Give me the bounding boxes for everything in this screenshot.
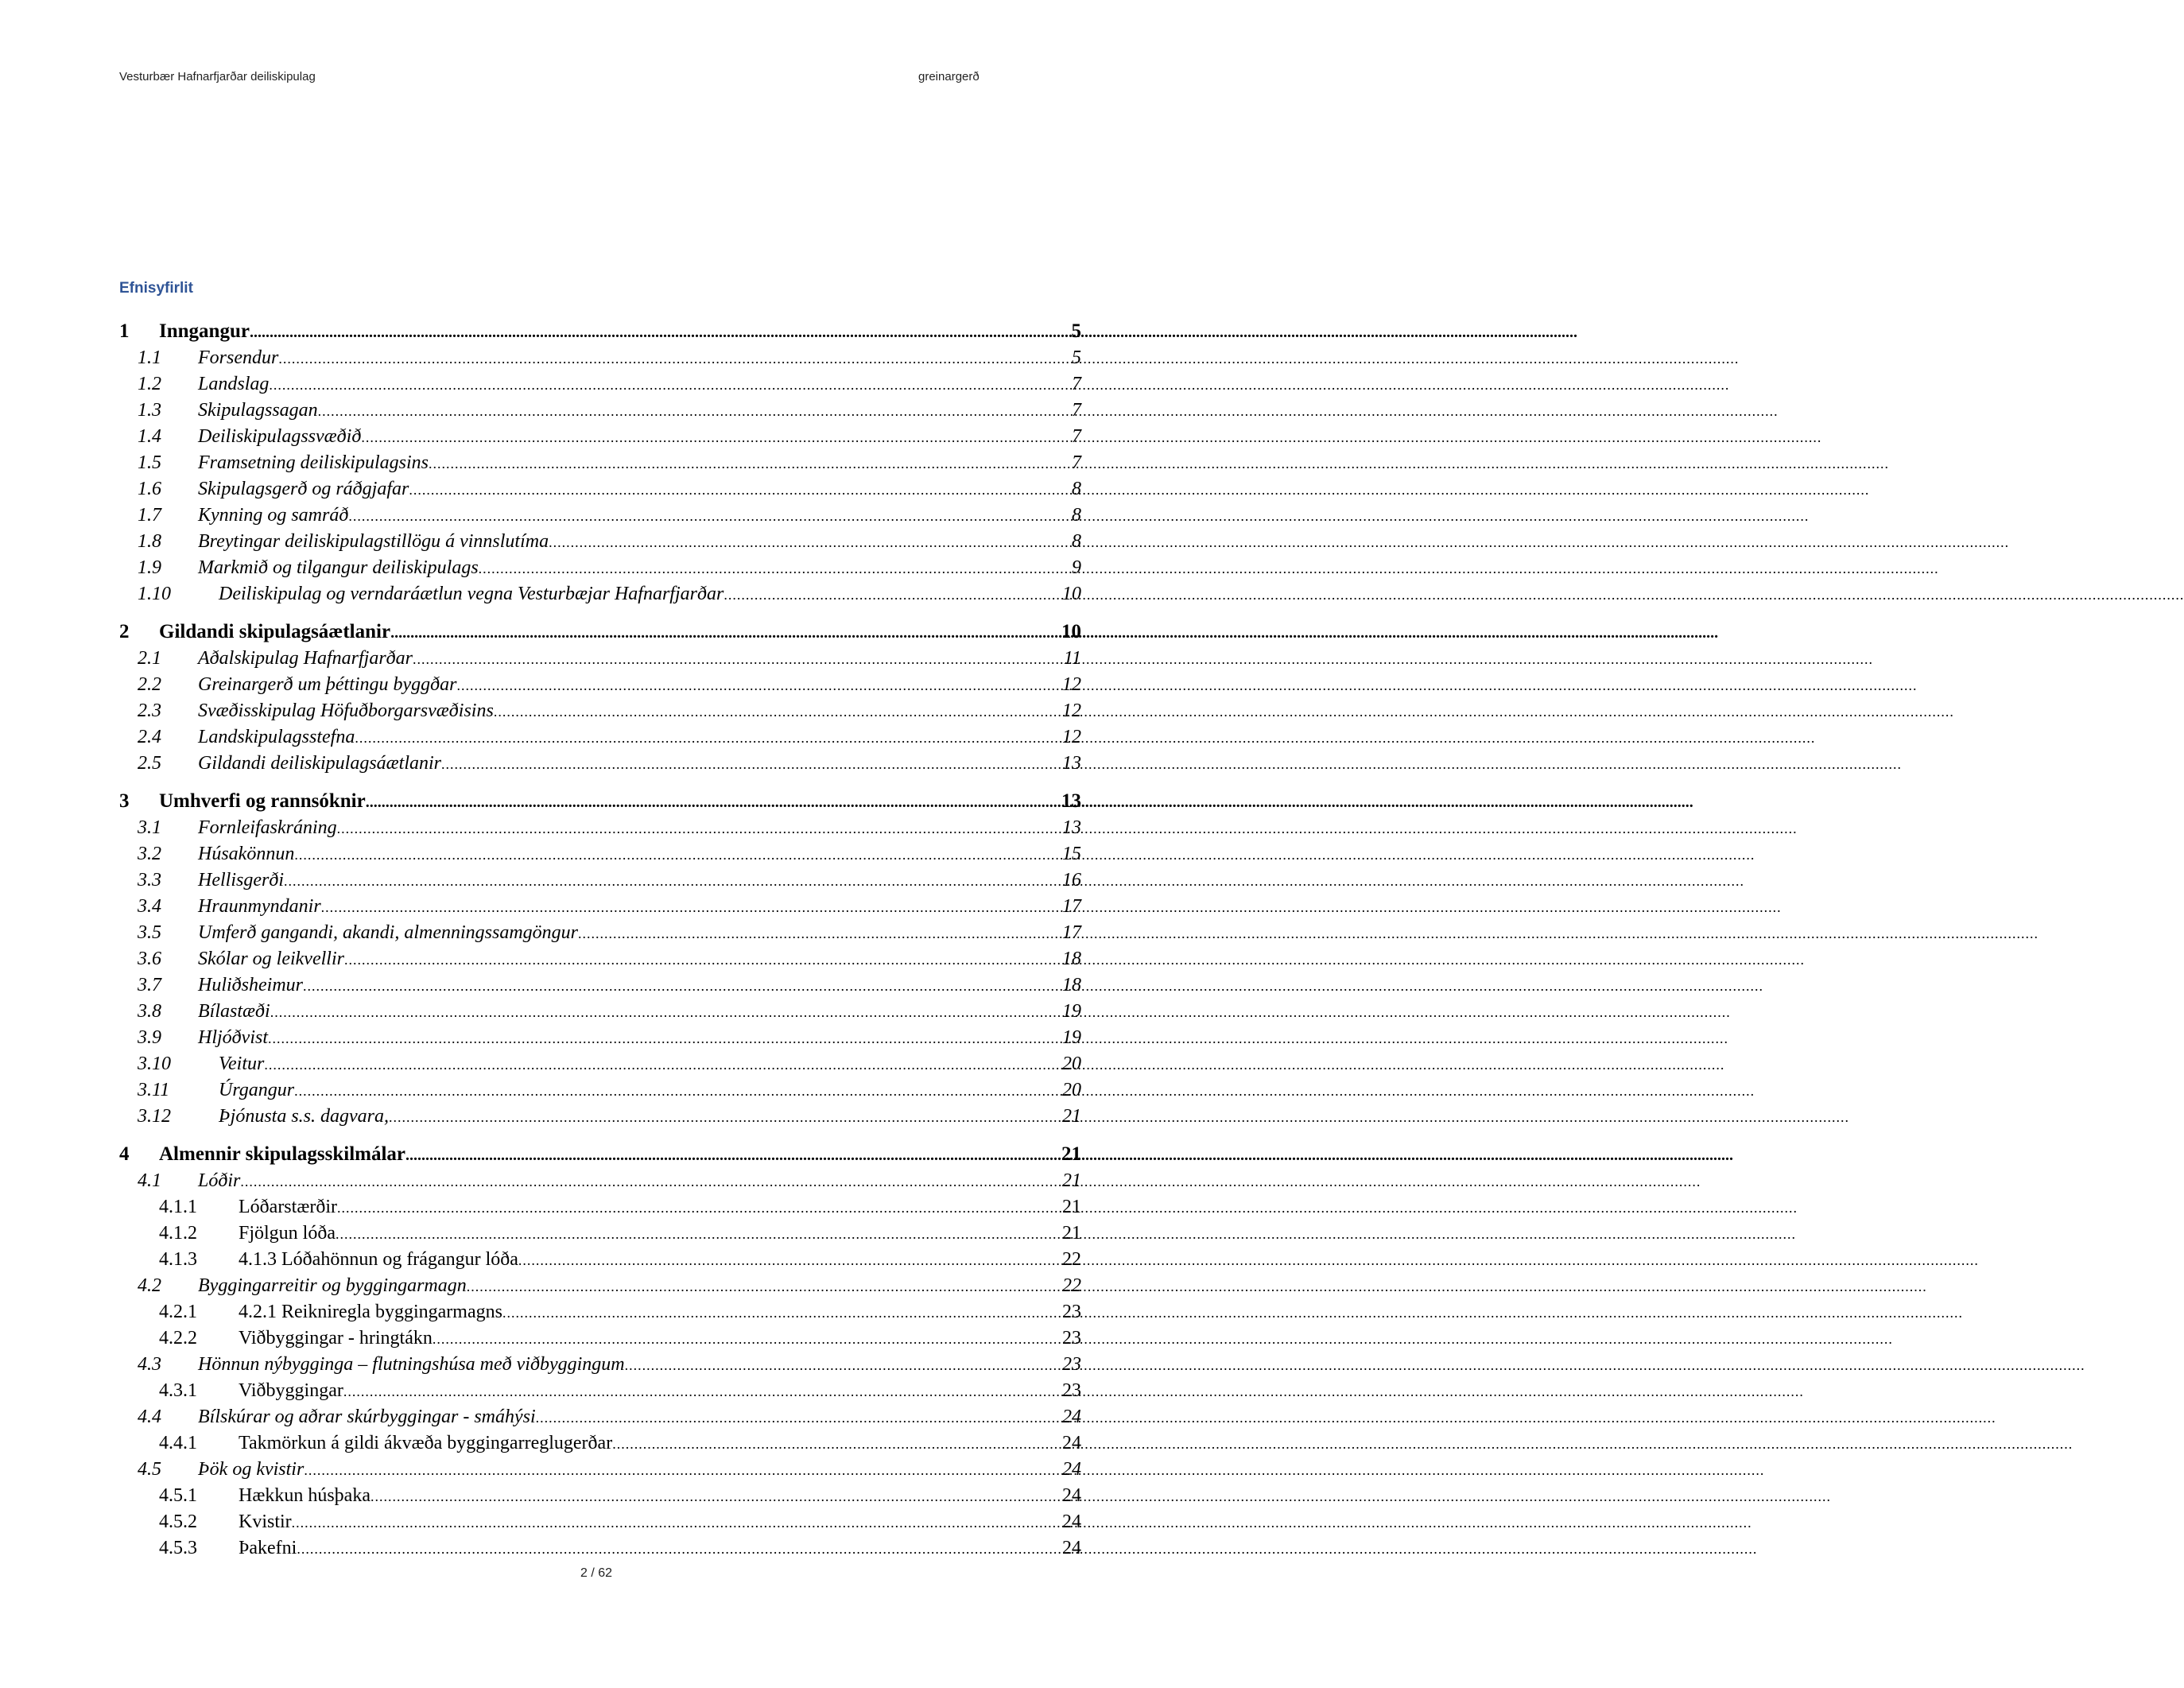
toc-entry[interactable] (119, 1141, 1081, 1168)
toc-entry[interactable] (119, 1325, 1081, 1352)
toc-entry-page[interactable]: 7 (1072, 452, 1081, 473)
toc-entry[interactable] (119, 698, 1081, 724)
toc-entry-title[interactable]: Bílskúrar og aðrar skúrbyggingar - smáhýsi (198, 1407, 536, 1427)
toc-entry-page[interactable]: 20 (1062, 1054, 1081, 1074)
toc-entry-number: 4.4.1 (159, 1433, 197, 1453)
toc-entry[interactable] (119, 946, 1081, 972)
toc-entry-number: 1 (119, 320, 130, 342)
toc-entry[interactable] (119, 476, 1081, 503)
toc-entry-number: 3.3 (138, 870, 161, 891)
toc-entry-page[interactable]: 9 (1072, 557, 1081, 578)
toc-entry[interactable] (119, 1247, 1081, 1273)
toc-entry-title[interactable]: Huliðsheimur (198, 975, 303, 995)
toc-entry-title[interactable]: Viðbyggingar - hringtákn (239, 1328, 433, 1348)
toc-entry-number: 4.4 (138, 1407, 161, 1427)
toc-entry-title[interactable]: Greinargerð um þéttingu byggðar (198, 674, 457, 695)
toc-entry-page[interactable]: 5 (1071, 320, 1081, 342)
toc-entry[interactable] (119, 751, 1081, 777)
toc-entry-title[interactable]: Landslag (198, 374, 270, 394)
toc-entry-page[interactable]: 13 (1061, 790, 1081, 812)
dot-leader (336, 1221, 1061, 1248)
toc-entry-title[interactable]: Skólar og leikvellir (198, 949, 344, 969)
toc-entry-page[interactable]: 20 (1062, 1080, 1081, 1100)
toc-entry[interactable] (119, 646, 1081, 672)
toc-entry[interactable] (119, 841, 1081, 867)
dot-leader (278, 346, 1070, 372)
dot-leader (344, 947, 1061, 973)
toc-entry-title[interactable]: Almennir skipulagsskilmálar (159, 1143, 406, 1165)
toc-entry-number: 2.1 (138, 648, 161, 669)
toc-entry[interactable] (119, 920, 1081, 946)
toc-entry[interactable] (119, 345, 1081, 371)
toc-entry-title[interactable]: Húsakönnun (198, 844, 295, 864)
toc-entry-title[interactable]: Lóðir (198, 1170, 241, 1191)
toc-entry-number: 4.1.2 (159, 1223, 197, 1244)
toc-entry-number: 4.3.1 (159, 1380, 197, 1401)
toc-entry-title[interactable]: Gildandi deiliskipulagsáætlanir (198, 753, 442, 774)
dot-leader (297, 1536, 1061, 1562)
dot-leader (518, 1248, 1061, 1274)
toc-entry-number: 3.12 (138, 1106, 171, 1127)
header-section-label: greinargerð (918, 70, 980, 83)
toc-entry-page[interactable]: 11 (1063, 648, 1081, 669)
toc-entry[interactable] (119, 972, 1081, 999)
toc-entry-number: 2.5 (138, 753, 161, 774)
toc-entry-page[interactable]: 19 (1062, 1001, 1081, 1022)
toc-entry-title[interactable]: Framsetning deiliskipulagsins (198, 452, 429, 473)
toc-entry-title[interactable]: Aðalskipulag Hafnarfjarðar (198, 648, 413, 669)
toc-entry-page[interactable]: 21 (1062, 1223, 1081, 1244)
toc-entry-number: 1.7 (138, 505, 161, 526)
toc-entry[interactable] (119, 424, 1081, 450)
toc-entry-title[interactable]: Gildandi skipulagsáætlanir (159, 621, 391, 642)
toc-entry-title[interactable]: Deiliskipulagssvæðið (198, 426, 362, 447)
toc-entry[interactable] (119, 1104, 1081, 1130)
toc-entry-title[interactable]: Markmið og tilgangur deiliskipulags (198, 557, 479, 578)
toc-entry-title[interactable]: Hönnun nýbygginga – flutningshúsa með viðbyggingum (198, 1354, 625, 1375)
toc-entry-number: 1.9 (138, 557, 161, 578)
toc-entry-number: 4.2.2 (159, 1328, 197, 1348)
toc-entry[interactable] (119, 503, 1081, 529)
toc-entry-page[interactable]: 5 (1072, 347, 1081, 368)
toc-entry-page[interactable]: 17 (1062, 896, 1081, 917)
dot-leader (389, 1104, 1061, 1131)
page-header (119, 70, 994, 91)
toc-entry-title[interactable]: Breytingar deiliskipulagstillögu á vinnslutíma (198, 531, 549, 552)
toc-entry-title[interactable]: Veitur (219, 1054, 265, 1074)
dot-leader (318, 398, 1070, 425)
toc-entry-page[interactable]: 7 (1072, 400, 1081, 421)
toc-entry[interactable] (119, 788, 1081, 815)
dot-leader (321, 894, 1061, 921)
toc-entry-page[interactable]: 22 (1062, 1275, 1081, 1296)
toc-entry-title[interactable]: Landskipulagsstefna (198, 727, 355, 747)
dot-leader (370, 1484, 1061, 1510)
toc-entry-page[interactable]: 24 (1062, 1538, 1081, 1558)
toc-entry-page[interactable]: 8 (1072, 531, 1081, 552)
dot-leader (467, 1274, 1061, 1300)
toc-entry-page[interactable]: 10 (1061, 621, 1081, 642)
toc-entry-page[interactable]: 13 (1062, 753, 1081, 774)
toc-entry-page[interactable]: 24 (1062, 1485, 1081, 1506)
toc-entry[interactable] (119, 867, 1081, 894)
toc-entry[interactable] (119, 999, 1081, 1025)
dot-leader (723, 582, 1061, 608)
toc-entry[interactable] (119, 672, 1081, 698)
toc-entry-page[interactable]: 15 (1062, 844, 1081, 864)
dot-leader (479, 556, 1070, 582)
toc-entry-number: 2.4 (138, 727, 161, 747)
toc-entry-number: 3.10 (138, 1054, 171, 1074)
toc-entry[interactable] (119, 581, 1081, 607)
toc-entry-title[interactable]: Kvistir (239, 1511, 292, 1532)
dot-leader (268, 1026, 1061, 1052)
toc-entry-title[interactable]: Úrgangur (219, 1080, 295, 1100)
dot-leader (343, 1379, 1061, 1405)
toc-entry-title[interactable]: Forsendur (198, 347, 279, 368)
toc-entry-title[interactable]: Skipulagsgerð og ráðgjafar (198, 479, 409, 499)
toc-entry-page[interactable]: 24 (1062, 1511, 1081, 1532)
toc-entry-title[interactable]: 4.2.1 Reikniregla byggingarmagns (239, 1302, 502, 1322)
dot-leader (457, 673, 1061, 699)
toc-entry-number: 3.2 (138, 844, 161, 864)
toc-entry-number: 2 (119, 621, 130, 642)
toc-entry-page[interactable]: 23 (1062, 1380, 1081, 1401)
dot-leader (292, 1510, 1061, 1536)
toc-entry[interactable] (119, 1077, 1081, 1104)
toc-entry-number: 3.5 (138, 922, 161, 943)
toc-entry[interactable] (119, 1457, 1081, 1483)
toc-entry-number: 1.2 (138, 374, 161, 394)
toc-entry-title[interactable]: Hraunmyndanir (198, 896, 321, 917)
dot-leader (578, 921, 1061, 947)
toc-entry-number: 3.11 (138, 1080, 170, 1100)
dot-leader (536, 1405, 1061, 1431)
toc-entry-title[interactable]: Þjónusta s.s. dagvara, (219, 1106, 390, 1127)
toc-entry-page[interactable]: 23 (1062, 1328, 1081, 1348)
toc-entry[interactable] (119, 529, 1081, 555)
toc-entry-page[interactable]: 10 (1062, 584, 1081, 604)
toc-entry-title[interactable]: Fornleifaskráning (198, 817, 337, 838)
toc-entry-number: 4.5.2 (159, 1511, 197, 1532)
toc-entry-page[interactable]: 18 (1062, 949, 1081, 969)
toc-entry-number: 1.8 (138, 531, 161, 552)
toc-entry-title[interactable]: Takmörkun á gildi ákvæða byggingarreglugerðar (239, 1433, 613, 1453)
dot-leader (269, 372, 1070, 398)
toc-entry-number: 4.2.1 (159, 1302, 197, 1322)
toc-entry-page[interactable]: 8 (1072, 479, 1081, 499)
page-number-indicator: 2 / 62 (580, 1566, 613, 1580)
toc-entry-title[interactable]: Inngangur (159, 320, 250, 342)
toc-entry-number: 4.2 (138, 1275, 161, 1296)
toc-entry-page[interactable]: 19 (1062, 1027, 1081, 1048)
toc-entry-page[interactable]: 24 (1062, 1459, 1081, 1480)
dot-leader (494, 699, 1061, 725)
toc-heading: Efnisyfirlit (119, 280, 193, 297)
dot-leader (250, 319, 1070, 346)
toc-entry[interactable] (119, 1194, 1081, 1220)
toc-entry-page[interactable]: 23 (1062, 1354, 1081, 1375)
dot-leader (355, 725, 1061, 751)
toc-entry-number: 3.4 (138, 896, 161, 917)
toc-entry[interactable] (119, 619, 1081, 646)
toc-entry-page[interactable]: 7 (1072, 426, 1081, 447)
dot-leader (304, 1457, 1061, 1484)
toc-entry-number: 4.5.3 (159, 1538, 197, 1558)
toc-entry-page[interactable]: 23 (1062, 1302, 1081, 1322)
toc-entry-number: 1.4 (138, 426, 161, 447)
dot-leader (337, 816, 1061, 842)
toc-entry-number: 1.3 (138, 400, 161, 421)
toc-entry-page[interactable]: 21 (1062, 1170, 1081, 1191)
toc-entry-number: 3.1 (138, 817, 161, 838)
toc-entry-page[interactable]: 16 (1062, 870, 1081, 891)
toc-entry-title[interactable]: Bílastæði (198, 1001, 270, 1022)
toc-entry[interactable] (119, 1220, 1081, 1247)
toc-entry-title[interactable]: Hljóðvist (198, 1027, 268, 1048)
toc-entry-number: 3.7 (138, 975, 161, 995)
dot-leader (549, 530, 1070, 556)
toc-entry-number: 1.1 (138, 347, 161, 368)
toc-entry[interactable] (119, 318, 1081, 345)
toc-entry[interactable] (119, 815, 1081, 841)
toc-entry-number: 1.5 (138, 452, 161, 473)
toc-entry-title[interactable]: 4.1.3 Lóðahönnun og frágangur lóða (239, 1249, 518, 1270)
dot-leader (303, 973, 1061, 999)
dot-leader (294, 1078, 1061, 1104)
dot-leader (433, 1326, 1061, 1352)
toc-entry-page[interactable]: 17 (1062, 922, 1081, 943)
toc-entry-page[interactable]: 7 (1072, 374, 1081, 394)
toc-entry-number: 4 (119, 1143, 130, 1165)
toc-entry-title[interactable]: Deiliskipulag og verndaráætlun vegna Vesturbæjar Hafnarfjarðar (219, 584, 724, 604)
toc-entry-title[interactable]: Þök og kvistir (198, 1459, 305, 1480)
dot-leader (405, 1142, 1060, 1169)
toc-entry[interactable] (119, 1025, 1081, 1051)
toc-entry-number: 3.8 (138, 1001, 161, 1022)
toc-entry-number: 4.5 (138, 1459, 161, 1480)
toc-entry-number: 3.6 (138, 949, 161, 969)
toc-entry-page[interactable]: 21 (1062, 1197, 1081, 1217)
toc-entry-title[interactable]: Umhverfi og rannsóknir (159, 790, 366, 812)
toc-entry-title[interactable]: Hellisgerði (198, 870, 284, 891)
toc-entry-title[interactable]: Umferð gangandi, akandi, almenningssamgöngur (198, 922, 578, 943)
toc-entry[interactable] (119, 371, 1081, 398)
toc-entry[interactable] (119, 1273, 1081, 1299)
toc-entry-number: 3 (119, 790, 130, 812)
toc-entry-title[interactable]: Svæðisskipulag Höfuðborgarsvæðisins (198, 700, 494, 721)
toc-entry-page[interactable]: 18 (1062, 975, 1081, 995)
toc-entry[interactable] (119, 1168, 1081, 1194)
toc-entry[interactable] (119, 1430, 1081, 1457)
toc-entry-title[interactable]: Kynning og samráð (198, 505, 349, 526)
toc-entry-title[interactable]: Þakefni (239, 1538, 297, 1558)
toc-entry[interactable] (119, 450, 1081, 476)
toc-entry-page[interactable]: 12 (1062, 727, 1081, 747)
toc-entry-number: 4.3 (138, 1354, 161, 1375)
toc-entry-page[interactable]: 8 (1072, 505, 1081, 526)
toc-entry-number: 4.1.1 (159, 1197, 197, 1217)
toc-entry-number: 2.2 (138, 674, 161, 695)
toc-entry-page[interactable]: 21 (1061, 1143, 1081, 1165)
dot-leader (612, 1431, 1061, 1457)
dot-leader (294, 842, 1061, 868)
dot-leader (429, 451, 1070, 477)
toc-entry-page[interactable]: 21 (1062, 1106, 1081, 1127)
toc-entry[interactable] (119, 1509, 1081, 1535)
dot-leader (270, 999, 1061, 1026)
toc-entry[interactable] (119, 1535, 1081, 1562)
dot-leader (441, 751, 1061, 778)
dot-leader (409, 477, 1070, 503)
toc-entry[interactable] (119, 724, 1081, 751)
toc-entry-page[interactable]: 24 (1062, 1433, 1081, 1453)
toc-entry[interactable] (119, 1404, 1081, 1430)
dot-leader (348, 503, 1070, 530)
dot-leader (284, 868, 1061, 894)
dot-leader (366, 789, 1060, 816)
toc-entry-number: 1.6 (138, 479, 161, 499)
toc-entry-title[interactable]: Byggingarreitir og byggingarmagn (198, 1275, 467, 1296)
toc-entry-number: 2.3 (138, 700, 161, 721)
dot-leader (502, 1300, 1061, 1326)
toc-entry[interactable] (119, 1378, 1081, 1404)
toc-entry[interactable] (119, 1051, 1081, 1077)
dot-leader (390, 619, 1060, 646)
toc-entry-title[interactable]: Fjölgun lóða (239, 1223, 336, 1244)
toc-entry-page[interactable]: 24 (1062, 1407, 1081, 1427)
dot-leader (264, 1052, 1061, 1078)
toc-entry[interactable] (119, 555, 1081, 581)
toc-entry[interactable] (119, 1352, 1081, 1378)
toc-entry-title[interactable]: Viðbyggingar (239, 1380, 343, 1401)
dot-leader (240, 1169, 1061, 1195)
dot-leader (625, 1352, 1061, 1379)
header-document-title: Vesturbær Hafnarfjarðar deiliskipulag (119, 70, 316, 83)
toc-entry-title[interactable]: Lóðarstærðir (239, 1197, 337, 1217)
toc-entry-page[interactable]: 22 (1062, 1249, 1081, 1270)
toc-entry-page[interactable]: 12 (1062, 674, 1081, 695)
dot-leader (337, 1195, 1061, 1221)
toc-entry-number: 1.10 (138, 584, 171, 604)
toc-entry[interactable] (119, 894, 1081, 920)
toc-entry-page[interactable]: 13 (1062, 817, 1081, 838)
dot-leader (361, 425, 1070, 451)
dot-leader (413, 646, 1062, 673)
toc-entry-title[interactable]: Skipulagssagan (198, 400, 318, 421)
toc-entry-number: 4.1 (138, 1170, 161, 1191)
toc-entry[interactable] (119, 398, 1081, 424)
toc-entry-number: 4.1.3 (159, 1249, 197, 1270)
toc-entry-number: 3.9 (138, 1027, 161, 1048)
toc-entry-title[interactable]: Hækkun húsþaka (239, 1485, 370, 1506)
toc-entry[interactable] (119, 1299, 1081, 1325)
toc-entry-number: 4.5.1 (159, 1485, 197, 1506)
table-of-contents (119, 318, 1081, 1562)
toc-entry-page[interactable]: 12 (1062, 700, 1081, 721)
toc-entry[interactable] (119, 1483, 1081, 1509)
